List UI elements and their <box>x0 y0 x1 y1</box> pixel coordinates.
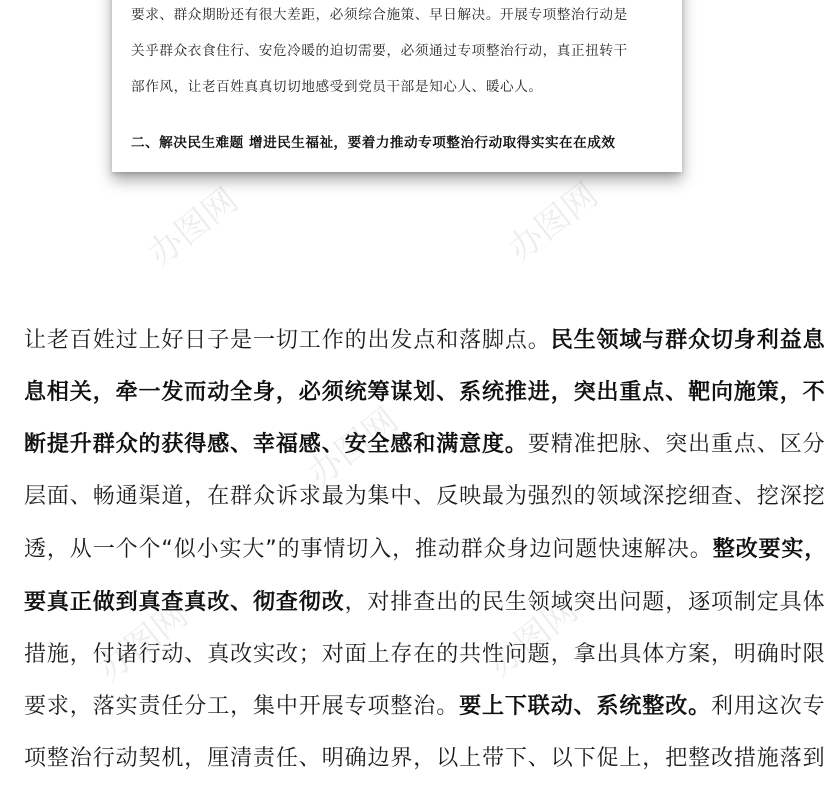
body-line <box>24 588 826 618</box>
watermark: 办图网 <box>480 590 586 685</box>
body-line <box>24 482 826 512</box>
text-span: 要求，落实责任分工，集中开展专项整治。 <box>24 694 460 719</box>
bold-text-span: 整改要实， <box>712 537 827 562</box>
text-span: 让老百姓过上好日子是一切工作的出发点和落脚点。 <box>24 328 551 353</box>
text-span: 层面、畅通渠道，在群众诉求最为集中、反映最为强烈的领域深挖细查、挖深挖 <box>24 484 826 509</box>
bold-text-span: 断提升群众的获得感、幸福感、安全感和满意度。 <box>24 432 528 457</box>
bold-text-span: 要真正做到真查真改、彻查彻改 <box>24 590 345 615</box>
watermark: 办图网 <box>500 175 606 270</box>
body-line <box>24 430 826 460</box>
bold-text-span: 民生领域与群众切身利益息 <box>550 328 826 353</box>
text-span: 项整治行动契机，厘清责任、明确边界，以上带下、以下促上，把整改措施落到 <box>24 746 826 771</box>
watermark: 办图网 <box>300 400 406 495</box>
document-preview-card <box>112 0 682 172</box>
text-span: 措施，付诸行动、真改实改；对面上存在的共性问题，拿出具体方案，明确时限 <box>24 642 826 667</box>
preview-line: 要求、群众期盼还有很大差距，必须综合施策、早日解决。开展专项整治行动是 <box>131 7 628 23</box>
body-line <box>24 378 826 408</box>
body-line <box>24 326 826 356</box>
preview-section-heading: 二、解决民生难题 增进民生福祉，要着力推动专项整治行动取得实实在在成效 <box>131 135 616 151</box>
bold-text-span: 要上下联动、系统整改。 <box>459 694 712 719</box>
text-span: 要精准把脉、突出重点、区分 <box>527 432 826 457</box>
watermark: 办图网 <box>90 595 196 690</box>
text-span: ，对排查出的民生领域突出问题，逐项制定具体 <box>344 590 826 615</box>
bold-text-span: 息相关，牵一发而动全身，必须统筹谋划、系统推进，突出重点、靶向施策，不 <box>24 380 826 405</box>
body-line <box>24 744 826 774</box>
text-span: 利用这次专 <box>711 694 826 719</box>
watermark: 办图网 <box>140 180 246 275</box>
body-line <box>24 692 826 722</box>
preview-line: 关乎群众衣食住行、安危冷暖的迫切需要，必须通过专项整治行动，真正扭转干 <box>131 43 628 59</box>
body-line <box>24 640 826 670</box>
body-line <box>24 535 827 565</box>
preview-line: 部作风，让老百姓真真切切地感受到党员干部是知心人、暖心人。 <box>131 79 543 95</box>
text-span: 透，从一个个“似小实大”的事情切入，推动群众身边问题快速解决。 <box>24 537 713 562</box>
